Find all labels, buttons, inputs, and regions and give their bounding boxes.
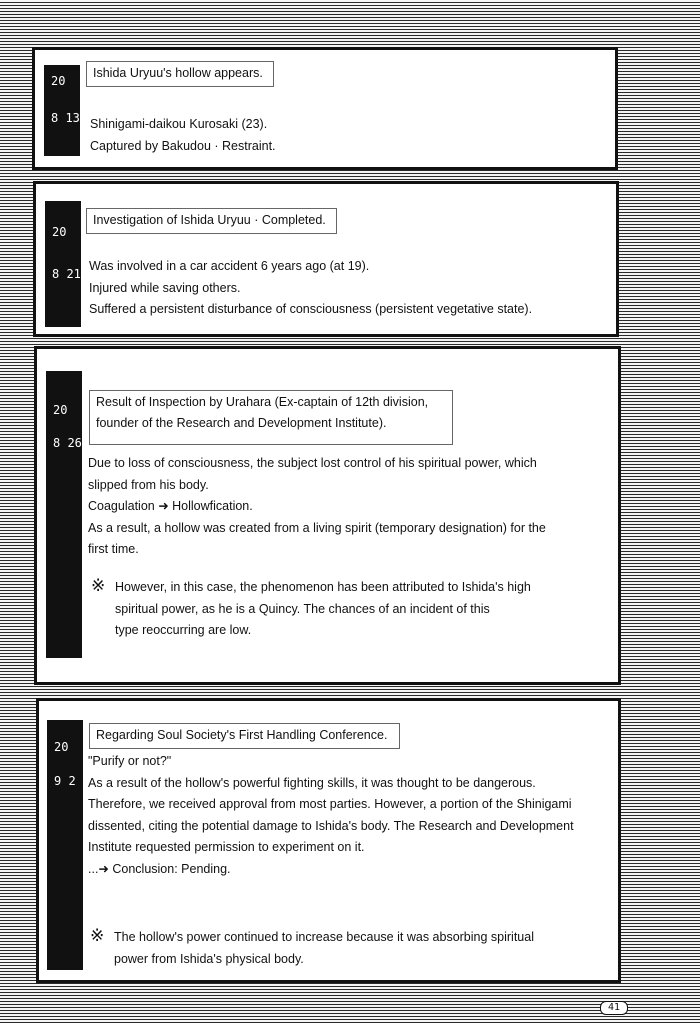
entry-title: Result of Inspection by Urahara (Ex-captain of 12th division, founder of the Research and Development Institute). [89,390,453,445]
entry-panel-3 [34,346,621,685]
date-year: 20 [54,740,69,754]
date-year: 20 [52,225,67,239]
entry-title: Regarding Soul Society's First Handling Conference. [89,723,400,749]
date-year: 20 [53,403,68,417]
reference-mark-icon: ※ [90,926,105,946]
entry-panel-4 [36,698,621,983]
entry-title: Ishida Uryuu's hollow appears. [86,61,274,87]
date-month-day: 9 2 [54,774,76,788]
entry-body: Due to loss of consciousness, the subject lost control of his spiritual power, which slipped from his body. Coagulation ➜ Hollowfication. As a result, a hollow was created from a living spirit (temporary designation) for the first time. [88,456,546,556]
entry-body: "Purify or not?" As a result of the hollow's powerful fighting skills, it was thought to be dangerous. Therefore, we received approval from most parties. However, a portion of the Shinigami dissented, citing the potential damage to Ishida's body. The Research and Development Institute requested permission to experiment on it. ...➜ Conclusion: Pending. [88,754,574,876]
entry-title: Investigation of Ishida Uryuu · Completed. [86,208,337,234]
reference-mark-icon: ※ [91,576,106,596]
date-month-day: 8 13 [51,111,80,125]
date-bar [45,201,81,327]
entry-body: Was involved in a car accident 6 years ago (at 19). Injured while saving others. Suffered a persistent disturbance of consciousness (persistent vegetative state). [89,259,533,316]
entry-note: ※ The hollow's power continued to increase because it was absorbing spiritual power from Ishida's physical body. [90,926,534,966]
date-bar [47,720,83,970]
date-bar [46,371,82,658]
entry-panel-2 [33,181,619,337]
date-bar [44,65,80,156]
page-number: 41 [600,1001,628,1015]
entry-body: Shinigami-daikou Kurosaki (23). Captured by Bakudou · Restraint. [90,117,276,153]
entry-note: ※ However, in this case, the phenomenon has been attributed to Ishida's high spiritual power, as he is a Quincy. The chances of an incident of this type reoccurring are low. [91,576,531,637]
date-month-day: 8 21 [52,267,81,281]
entry-panel-1 [32,47,618,170]
date-month-day: 8 26 [53,436,82,450]
date-year: 20 [51,74,66,88]
